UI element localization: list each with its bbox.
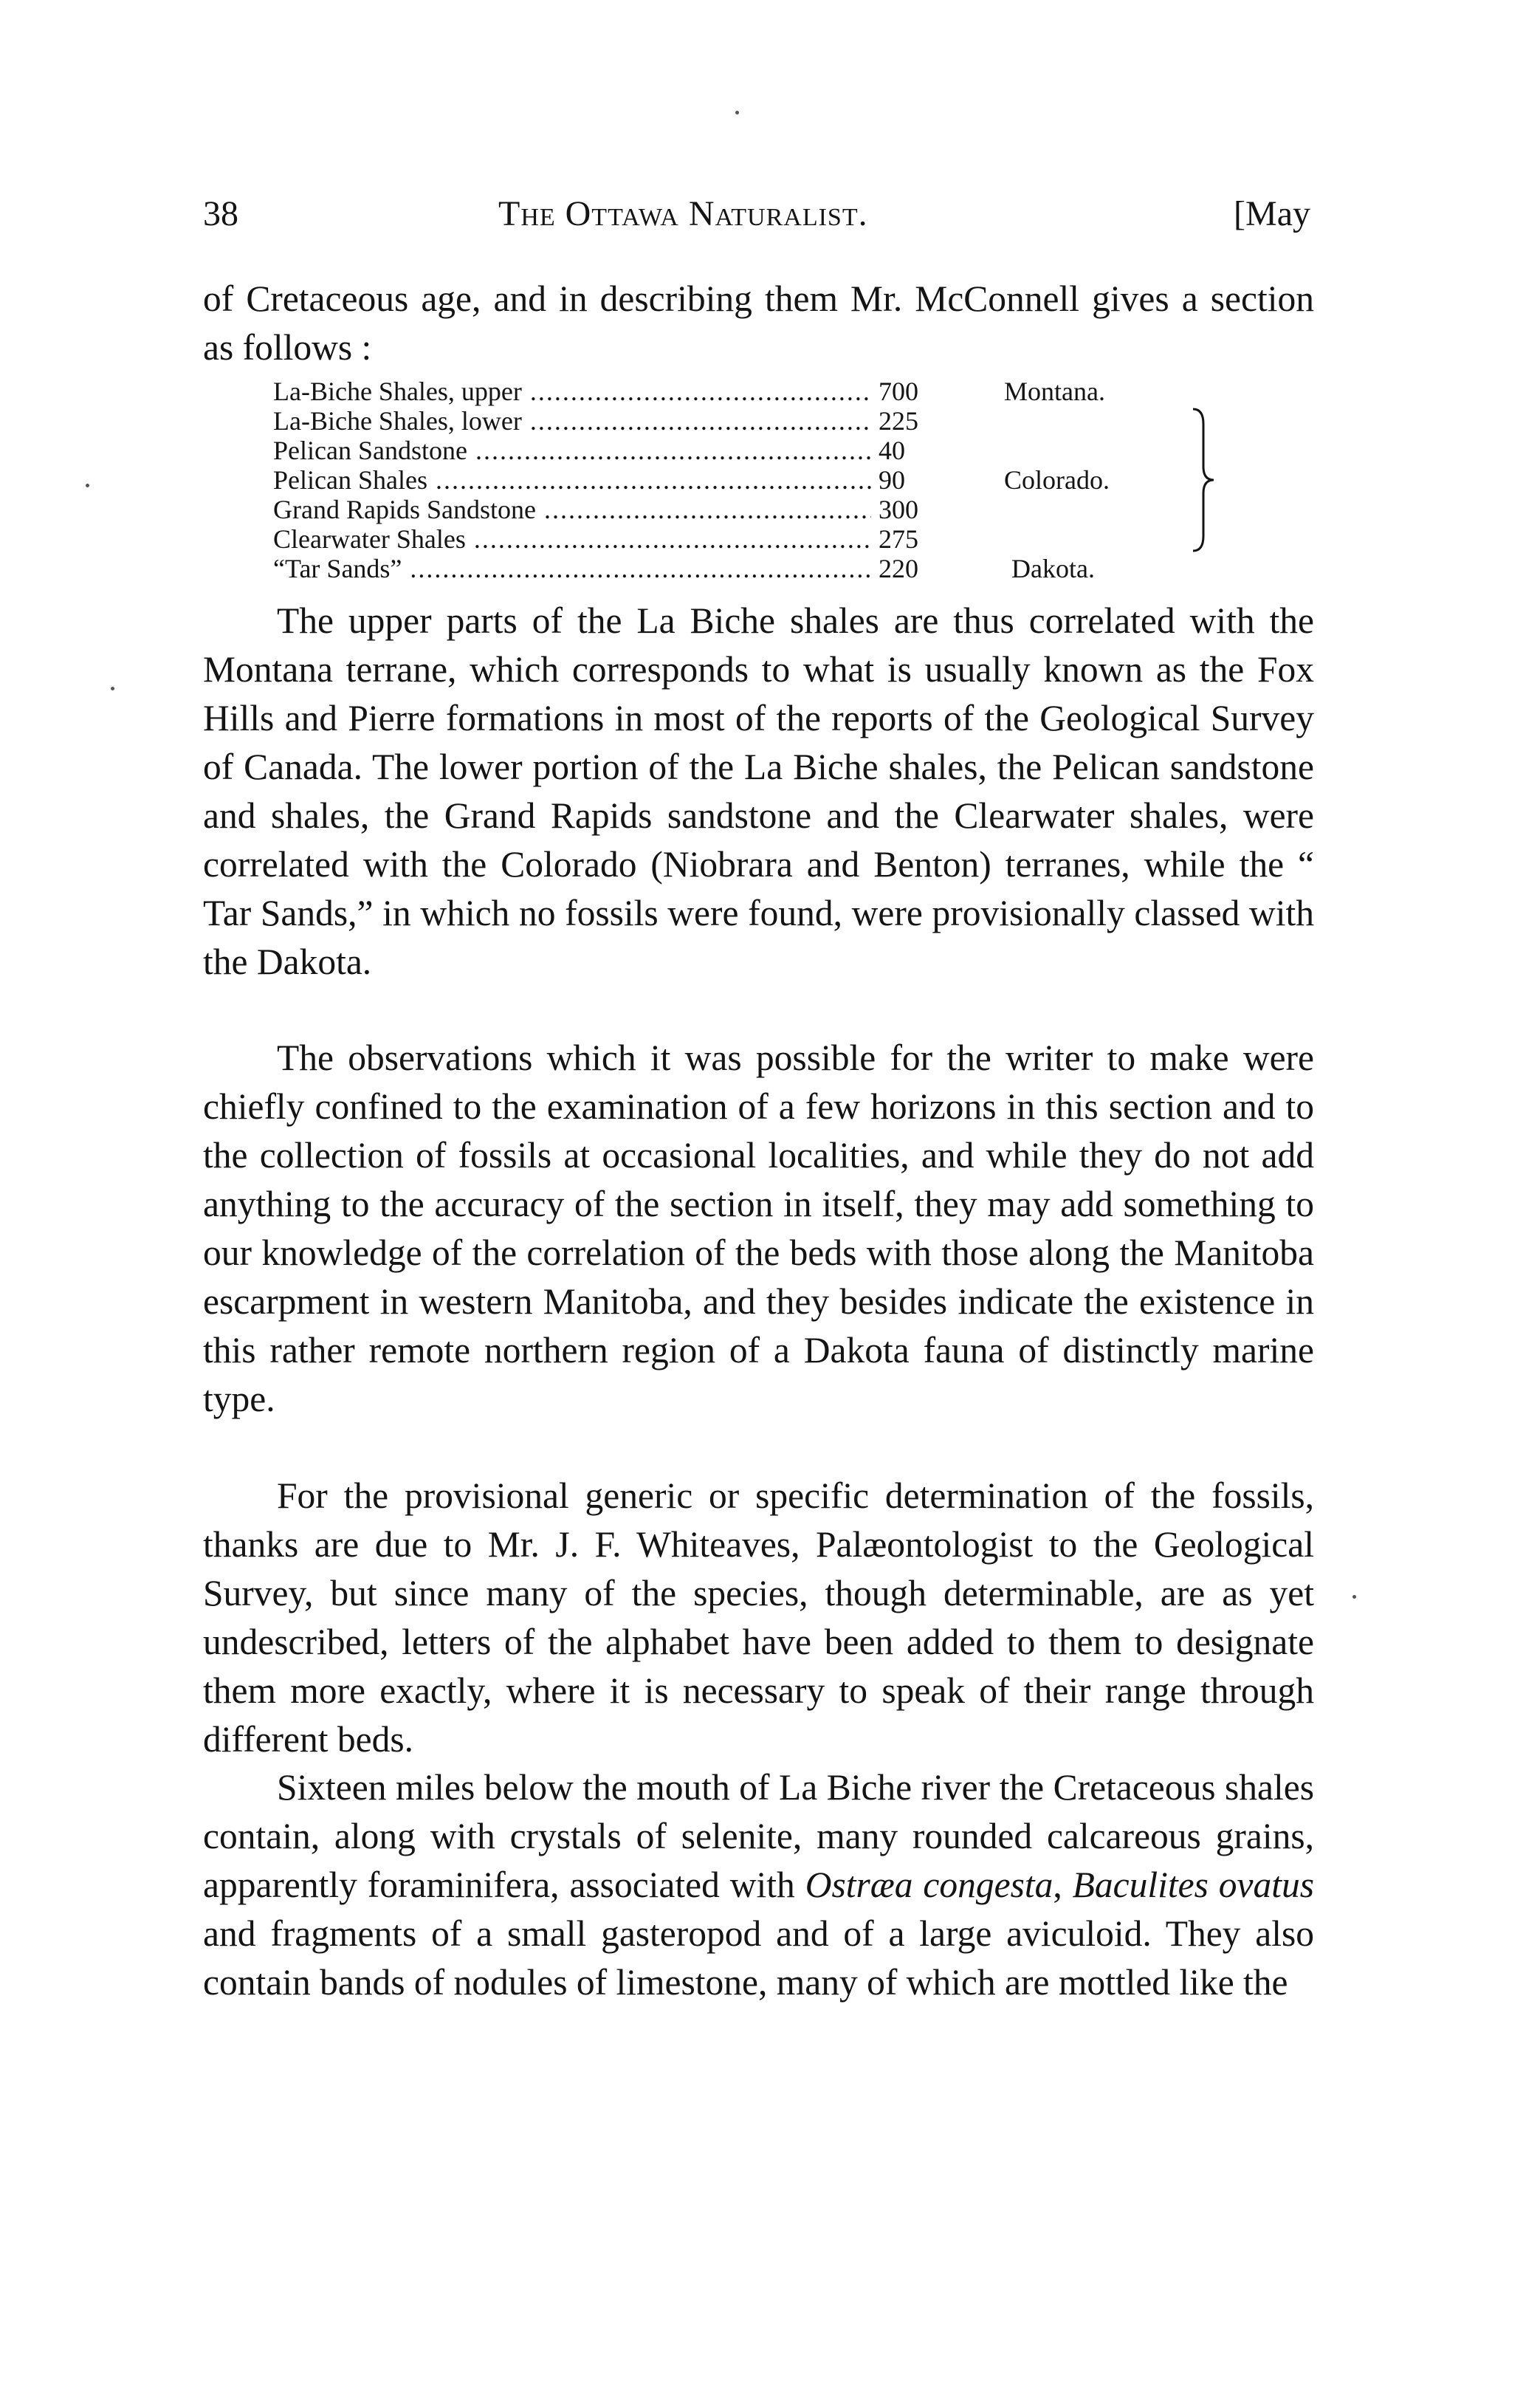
section-table (273, 377, 1307, 591)
month-label: [May (1234, 194, 1310, 233)
print-speck (86, 484, 89, 487)
separator-text: , (1053, 1865, 1073, 1905)
right-brace-icon (1189, 406, 1218, 554)
sixteen-miles-paragraph (203, 1763, 1314, 2007)
formation-name: Grand Rapids Sandstone ..... (273, 495, 871, 524)
species-name: Baculites ovatus (1072, 1865, 1315, 1905)
paragraph-text: and fragments of a small gasteropod and of a large aviculoid. They also contain bands of nodules of limestone, many of which are mottled like the (203, 1913, 1314, 2003)
intro-paragraph: of Cretaceous age, and in describing them Mr. McConnell gives a section as follows : (203, 278, 1314, 368)
provisional-paragraph: For the provisional generic or specific determination of the fossils, thanks are due to Mr. J. F. Whiteaves, Palæontologist to the Geological Survey, but since many of the species, though determinable, are as yet undescribed, letters of the alphabet have been added to them to designate them more exactly, where it is necessary to speak of their range through different beds. (203, 1475, 1314, 1760)
print-speck (1352, 1595, 1356, 1599)
running-head (203, 193, 1310, 253)
print-speck (111, 687, 114, 690)
formation-thickness: 225 (879, 406, 930, 436)
species-name: Ostræa congesta (805, 1865, 1053, 1905)
formation-name: Pelican Sandstone ..... (273, 436, 871, 465)
formation-name: La-Biche Shales, lower ..... (273, 406, 871, 436)
formation-name: Clearwater Shales ..... (273, 524, 871, 554)
paragraph-text: Sixteen miles below the mouth of La Biche river the Cretaceous shales contain, along with crystals of selenite, many rounded calcareous grains, apparently foraminifera, associated with (203, 1767, 1314, 1905)
formation-thickness: 275 (879, 524, 930, 554)
formation-name: La-Biche Shales, upper ..... (273, 377, 871, 406)
print-speck (735, 111, 739, 114)
page-number: 38 (203, 194, 238, 233)
journal-title: The Ottawa Naturalist. (498, 194, 868, 233)
formation-thickness: 40 (879, 436, 930, 465)
formation-thickness: 700 (879, 377, 930, 406)
formation-thickness: 220 (879, 554, 930, 583)
correlation-paragraph: The upper parts of the La Biche shales are thus correlated with the Montana terrane, which corresponds to what is usually known as the Fox Hills and Pierre formations in most of the reports of the Geological Survey of Canada. The lower portion of the La Biche shales, the Pelican sandstone and shales, the Grand Rapids sandstone and the Clearwater shales, were correlated with the Colorado (Niobrara and Benton) terranes, while the “ Tar Sands,” in which no fossils were found, were provisionally classed with the Dakota. (203, 600, 1314, 982)
formation-thickness: 300 (879, 495, 930, 524)
group-label-colorado: Colorado. (1004, 465, 1110, 495)
group-label-montana: Montana. (1004, 377, 1105, 406)
formation-thickness: 90 (879, 465, 930, 495)
formation-name: Pelican Shales ..... (273, 465, 871, 495)
formation-name: “Tar Sands” ..... (273, 554, 871, 583)
group-label-dakota: Dakota. (1011, 554, 1095, 583)
observations-paragraph: The observations which it was possible for the writer to make were chiefly confined to the examination of a few horizons in this section and to the collection of fossils at occasional localities, and while they do not add anything to the accuracy of the section in itself, they may add something to our knowledge of the correlation of the beds with those along the Manitoba escarpment in western Manitoba, and they besides indicate the existence in this rather remote northern region of a Dakota fauna of distinctly marine type. (203, 1037, 1314, 1419)
